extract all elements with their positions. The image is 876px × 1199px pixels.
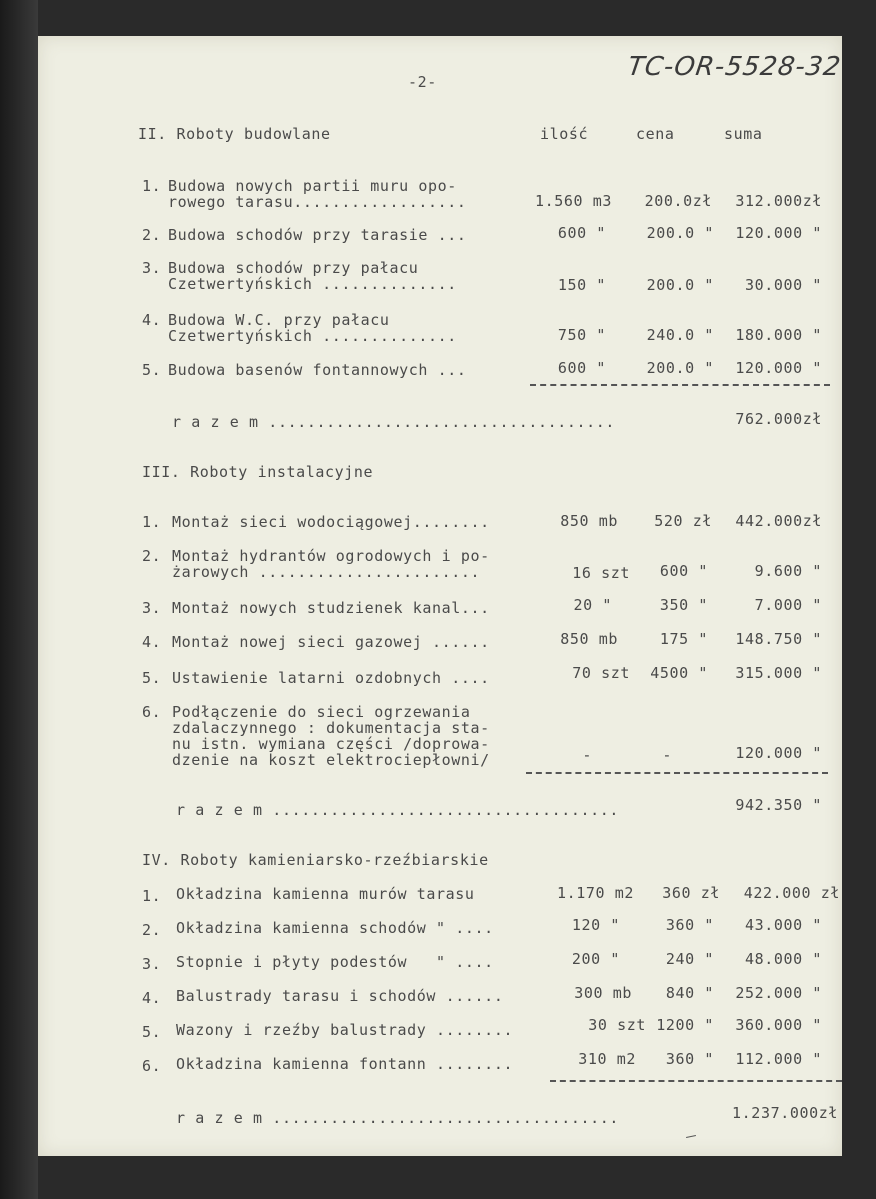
row-sum: 30.000 ": [744, 276, 822, 294]
row-qty: 120 ": [571, 916, 620, 934]
row-number: 1.: [142, 513, 162, 531]
section-total: 942.350 ": [735, 796, 822, 814]
subtotal-divider: [526, 772, 828, 774]
row-qty: 30 szt: [588, 1016, 646, 1034]
row-description: Montaż nowej sieci gazowej ......: [172, 633, 490, 651]
row-qty: 70 szt: [572, 664, 630, 682]
section-title-4: IV. Roboty kamieniarsko-rzeźbiarskie: [142, 851, 489, 869]
row-qty: 150 ": [557, 276, 606, 294]
row-description: Budowa schodów przy tarasie ...: [168, 226, 467, 244]
reference-number: TC-OR-5528-32: [625, 52, 844, 82]
row-sum: 7.000 ": [754, 596, 822, 614]
row-description: Okładzina kamienna fontann ........: [176, 1055, 514, 1073]
row-number: 3.: [142, 599, 162, 617]
row-price: 520 zł: [654, 512, 712, 530]
row-number: 3.: [142, 955, 162, 973]
row-number: 3.: [142, 259, 162, 277]
row-number: 2.: [142, 547, 162, 565]
column-header-sum: suma: [724, 125, 763, 143]
row-number: 2.: [142, 921, 162, 939]
row-price: 360 zł: [662, 884, 720, 902]
page-number: -2-: [408, 73, 437, 91]
row-price: 200.0 ": [646, 224, 714, 242]
row-price: 360 ": [665, 916, 714, 934]
row-number: 6.: [142, 1057, 162, 1075]
row-description: Ustawienie latarni ozdobnych ....: [172, 669, 490, 687]
row-number: 5.: [142, 669, 162, 687]
row-sum: 120.000 ": [735, 744, 822, 762]
column-header-price: cena: [636, 125, 675, 143]
row-qty: 850 mb: [560, 630, 618, 648]
row-qty: 16 szt: [572, 564, 630, 582]
row-price: 200.0zł: [644, 192, 712, 210]
row-qty: 1.560 m3: [534, 192, 612, 210]
row-price: 200.0 ": [646, 359, 714, 377]
document-page: [38, 36, 842, 1156]
row-qty: 20 ": [573, 596, 612, 614]
row-description: Montaż sieci wodociągowej........: [172, 513, 490, 531]
row-qty: 300 mb: [574, 984, 632, 1002]
row-price: 840 ": [665, 984, 714, 1002]
row-description: Budowa basenów fontannowych ...: [168, 361, 467, 379]
subtotal-divider: [550, 1080, 842, 1082]
row-price: 350 ": [659, 596, 708, 614]
total-label: r a z e m ....................................: [176, 1109, 620, 1127]
total-label: r a z e m ....................................: [176, 801, 620, 819]
row-qty: -: [582, 746, 592, 764]
row-sum: 120.000 ": [735, 359, 822, 377]
row-qty: 200 ": [571, 950, 620, 968]
row-qty: 310 m2: [578, 1050, 636, 1068]
row-qty: 600 ": [557, 359, 606, 377]
row-description: Podłączenie do sieci ogrzewania zdalaczynnego : dokumentacja sta- nu istn. wymiana części /doprowa- dzenie na koszt elektrociepłowni/: [172, 703, 490, 769]
row-sum: 43.000 ": [744, 916, 822, 934]
row-price: 4500 ": [650, 664, 708, 682]
row-description: Stopnie i płyty podestów " ....: [176, 953, 494, 971]
row-sum: 180.000 ": [735, 326, 822, 344]
row-number: 4.: [142, 633, 162, 651]
row-description: Okładzina kamienna murów tarasu: [176, 885, 475, 903]
row-price: 200.0 ": [646, 276, 714, 294]
total-label: r a z e m ....................................: [172, 413, 616, 431]
row-description: Montaż nowych studzienek kanal...: [172, 599, 490, 617]
section-total: 1.237.000zł: [732, 1104, 838, 1122]
row-price: 240.0 ": [646, 326, 714, 344]
row-number: 2.: [142, 226, 162, 244]
row-qty: 850 mb: [560, 512, 618, 530]
row-price: 600 ": [659, 562, 708, 580]
row-sum: 422.000 zł: [743, 884, 840, 902]
row-sum: 252.000 ": [735, 984, 822, 1002]
section-total: 762.000zł: [735, 410, 822, 428]
column-header-qty: ilość: [540, 125, 589, 143]
row-sum: 120.000 ": [735, 224, 822, 242]
row-description: Budowa W.C. przy pałacu Czetwertyńskich ..............: [168, 311, 457, 345]
scanner-edge: [0, 0, 38, 1199]
row-sum: 360.000 ": [735, 1016, 822, 1034]
row-description: Wazony i rzeźby balustrady ........: [176, 1021, 514, 1039]
row-number: 5.: [142, 1023, 162, 1041]
row-description: Budowa nowych partii muru opo- rowego tarasu..................: [168, 177, 467, 211]
row-number: 6.: [142, 703, 162, 721]
row-price: 175 ": [659, 630, 708, 648]
row-sum: 9.600 ": [754, 562, 822, 580]
row-price: 360 ": [665, 1050, 714, 1068]
row-qty: 750 ": [557, 326, 606, 344]
row-description: Balustrady tarasu i schodów ......: [176, 987, 504, 1005]
row-qty: 600 ": [557, 224, 606, 242]
row-number: 1.: [142, 177, 162, 195]
row-description: Okładzina kamienna schodów " ....: [176, 919, 494, 937]
row-sum: 442.000zł: [735, 512, 822, 530]
row-description: Montaż hydrantów ogrodowych i po- żarowych .......................: [172, 547, 490, 581]
section-title-2: II. Roboty budowlane: [138, 125, 331, 143]
row-number: 4.: [142, 311, 162, 329]
row-sum: 48.000 ": [744, 950, 822, 968]
row-sum: 112.000 ": [735, 1050, 822, 1068]
row-sum: 312.000zł: [735, 192, 822, 210]
pencil-mark: [686, 1135, 696, 1138]
row-price: 1200 ": [656, 1016, 714, 1034]
row-sum: 315.000 ": [735, 664, 822, 682]
row-qty: 1.170 m2: [556, 884, 634, 902]
subtotal-divider: [530, 384, 830, 386]
row-number: 4.: [142, 989, 162, 1007]
row-price: -: [662, 746, 672, 764]
row-price: 240 ": [665, 950, 714, 968]
row-number: 1.: [142, 887, 162, 905]
row-description: Budowa schodów przy pałacu Czetwertyńskich ..............: [168, 259, 457, 293]
row-sum: 148.750 ": [735, 630, 822, 648]
row-number: 5.: [142, 361, 162, 379]
section-title-3: III. Roboty instalacyjne: [142, 463, 374, 481]
